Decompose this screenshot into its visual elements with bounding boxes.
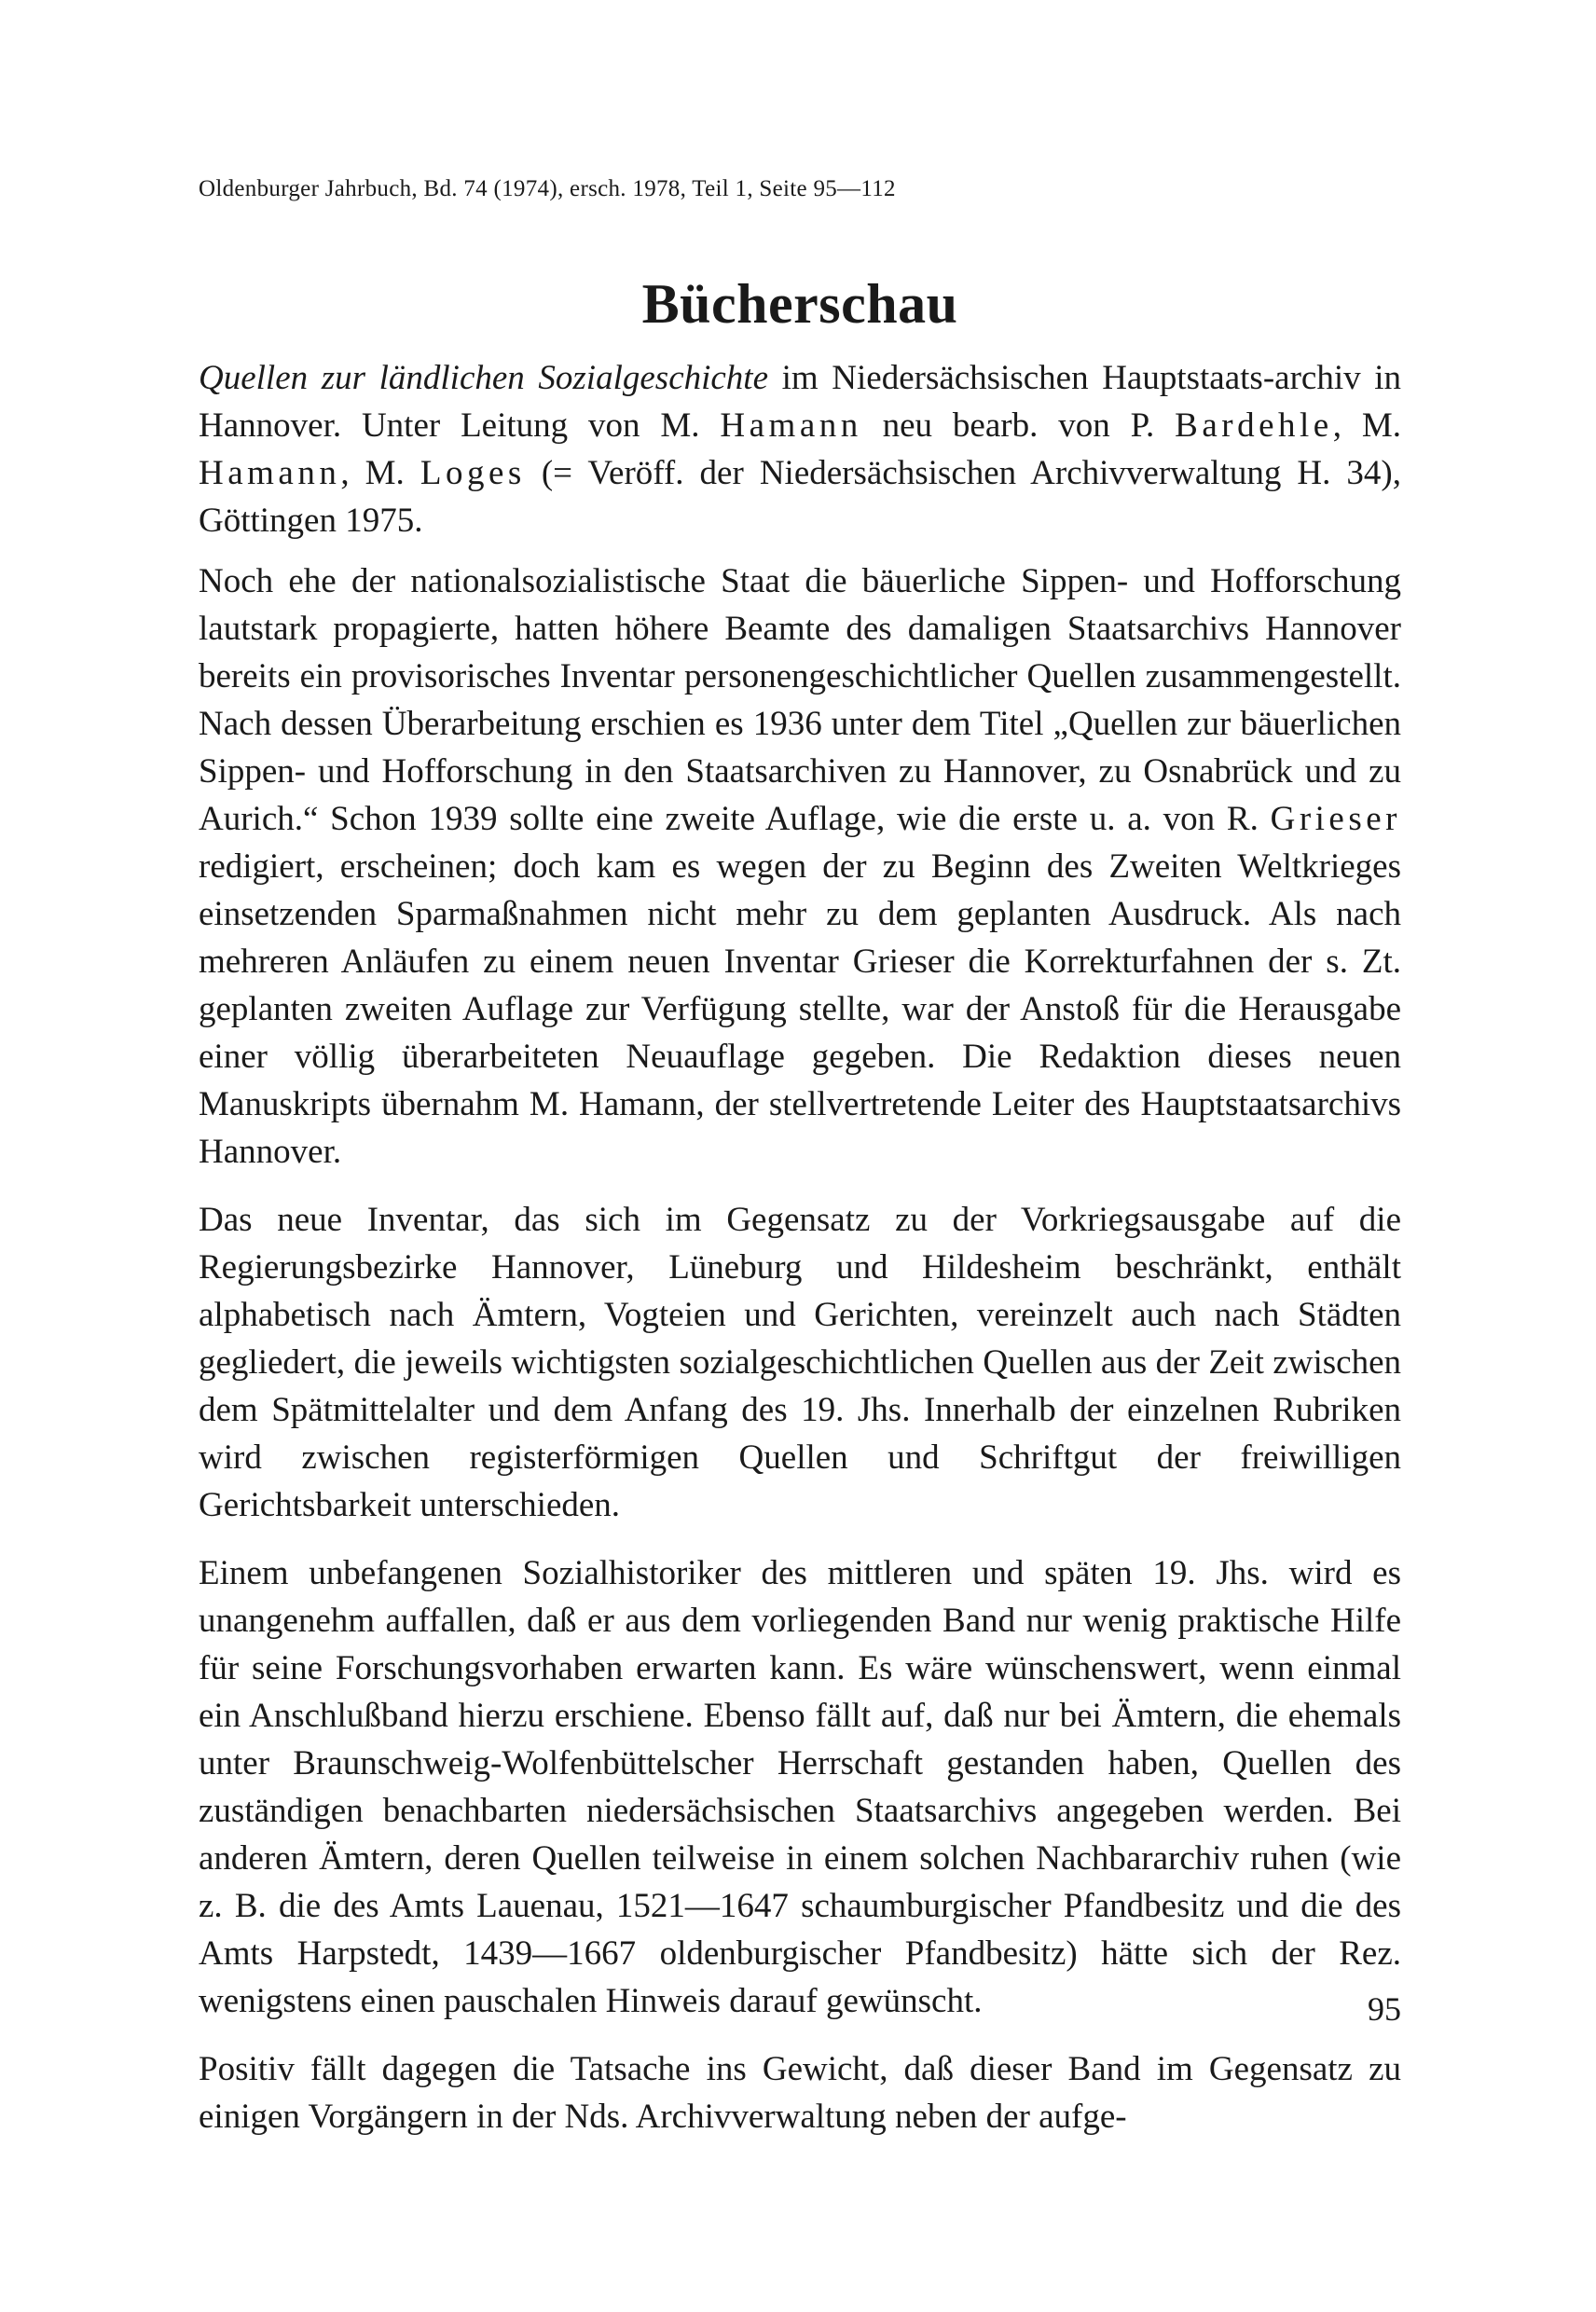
citation-work-title: Quellen zur ländlichen Sozialgeschichte — [199, 359, 769, 397]
citation-editor: Hamann — [720, 406, 862, 445]
citation-editor: Bardehle — [1175, 406, 1333, 445]
paragraph-4: Positiv fällt dagegen die Tatsache ins Gewicht, daß dieser Band im Gegensatz zu einigen Vorgängern in der Nds. Archivverwaltung neben der aufge- — [199, 2050, 1401, 2136]
section-title: Bücherschau — [641, 273, 958, 335]
citation-text: Quellen zur ländlichen Sozialgeschichte im Niedersächsischen Hauptstaats-archiv in Hannover. Unter Leitung von M. Hamann neu bearb. von P. Bardehle, M. Hamann, M. Loges (= Veröff. der Niedersächsischen Archivverwaltung H. 34), Göttingen 1975. — [199, 359, 1401, 540]
paragraph-2: Das neue Inventar, das sich im Gegensatz zu der Vorkriegsausgabe auf die Regierungsbezirke Hannover, Lüneburg und Hildesheim beschränkt, enthält alphabetisch nach Ämtern, Vogteien und Gerichten, vereinzelt auch nach Städten gegliedert, die jeweils wichtigsten sozialgeschichtlichen Quellen aus der Zeit zwischen dem Spätmittelalter und dem Anfang des 19. Jhs. Innerhalb der einzelnen Rubriken wird zwischen registerförmigen Quellen und Schriftgut der freiwilligen Gerichtsbarkeit unterschieden. — [199, 1201, 1401, 1524]
paragraph-3: Einem unbefangenen Sozialhistoriker des mittleren und späten 19. Jhs. wird es unangenehm auffallen, daß er aus dem vorliegenden Band nur wenig praktische Hilfe für seine Forschungsvorhaben erwarten kann. Es wäre wünschenswert, wenn einmal ein Anschlußband hierzu erschiene. Ebenso fällt auf, daß nur bei Ämtern, die ehemals unter Braunschweig-Wolfenbüttelscher Herrschaft gestanden haben, Quellen des zuständigen benachbarten niedersächsischen Staatsarchivs angegeben werden. Bei anderen Ämtern, deren Quellen teilweise in einem solchen Nachbararchiv ruhen (wie z. B. die des Amts Lauenau, 1521—1647 schaumburgischer Pfandbesitz und die des Amts Harpstedt, 1439—1667 oldenburgischer Pfandbesitz) hätte sich der Rez. wenigstens einen pauschalen Hinweis darauf gewünscht. — [199, 1554, 1401, 2020]
running-head: Oldenburger Jahrbuch, Bd. 74 (1974), ersch. 1978, Teil 1, Seite 95—112 — [199, 176, 896, 201]
book-citation — [199, 354, 1401, 544]
person-name: Grieser — [1270, 800, 1401, 838]
page-number: 95 — [1368, 1990, 1401, 2028]
review-body — [199, 557, 1401, 2140]
paragraph-1: Noch ehe der nationalsozialistische Staat die bäuerliche Sippen- und Hofforschung lautstark propagierte, hatten höhere Beamte des damaligen Staatsarchivs Hannover bereits ein provisorisches Inventar personengeschichtlicher Quellen zusammengestellt. Nach dessen Überarbeitung erschien es 1936 unter dem Titel „Quellen zur bäuerlichen Sippen- und Hofforschung in den Staatsarchiven zu Hannover, zu Osnabrück und zu Aurich.“ Schon 1939 sollte eine zweite Auflage, wie die erste u. a. von R. Grieser redigiert, erscheinen; doch kam es wegen der zu Beginn des Zweiten Weltkrieges einsetzenden Sparmaßnahmen nicht mehr zu dem geplanten Ausdruck. Als nach mehreren Anläufen zu einem neuen Inventar Grieser die Korrekturfahnen der s. Zt. geplanten zweiten Auflage zur Verfügung stellte, war der Anstoß für die Herausgabe einer völlig überarbeiteten Neuauflage gegeben. Die Redaktion dieses neuen Manuskripts übernahm M. Hamann, der stellvertretende Leiter des Hauptstaatsarchivs Hannover. — [199, 562, 1401, 1171]
citation-editor: Loges — [420, 454, 526, 492]
citation-editor: Hamann — [199, 454, 341, 492]
